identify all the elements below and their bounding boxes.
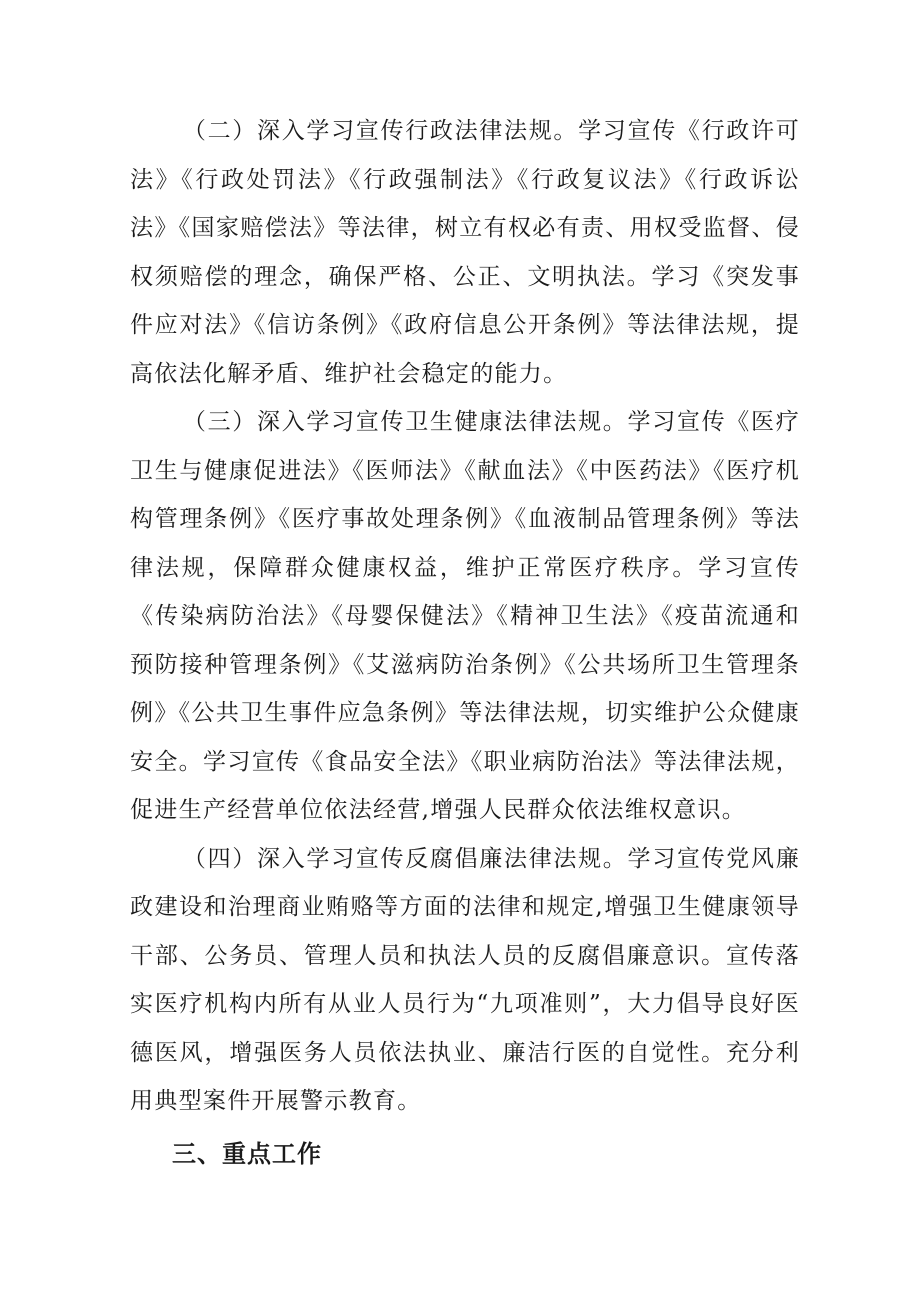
paragraph-anti-corruption-law: （四）深入学习宣传反腐倡廉法律法规。学习宣传党风廉政建设和治理商业贿赂等方面的法律和规定,增强卫生健康领导干部、公务员、管理人员和执法人员的反腐倡廉意识。宣传落实医疗机构内所有从业人员行为“九项准则”，大力倡导良好医德医风，增强医务人员依法执业、廉洁行医的自觉性。充分利用典型案件开展警示教育。 (130, 845, 800, 1114)
paragraph-administrative-law: （二）深入学习宣传行政法律法规。学习宣传《行政许可法》《行政处罚法》《行政强制法》《行政复议法》《行政诉讼法》《国家赔偿法》等法律，树立有权必有责、用权受监督、侵权须赔偿的理念，确保严格、公正、文明执法。学习《突发事件应对法》《信访条例》《政府信息公开条例》等法律法规，提高依法化解矛盾、维护社会稳定的能力。 (130, 118, 800, 387)
section-heading-key-work: 三、重点工作 (172, 1139, 322, 1168)
document-page (130, 107, 800, 1178)
paragraph-health-law: （三）深入学习宣传卫生健康法律法规。学习宣传《医疗卫生与健康促进法》《医师法》《献血法》《中医药法》《医疗机构管理条例》《医疗事故处理条例》《血液制品管理条例》等法律法规，保障群众健康权益，维护正常医疗秩序。学习宣传《传染病防治法》《母婴保健法》《精神卫生法》《疫苗流通和预防接种管理条例》《艾滋病防治条例》《公共场所卫生管理条例》《公共卫生事件应急条例》等法律法规，切实维护公众健康安全。学习宣传《食品安全法》《职业病防治法》等法律法规，促进生产经营单位依法经营,增强人民群众依法维权意识。 (130, 409, 800, 823)
